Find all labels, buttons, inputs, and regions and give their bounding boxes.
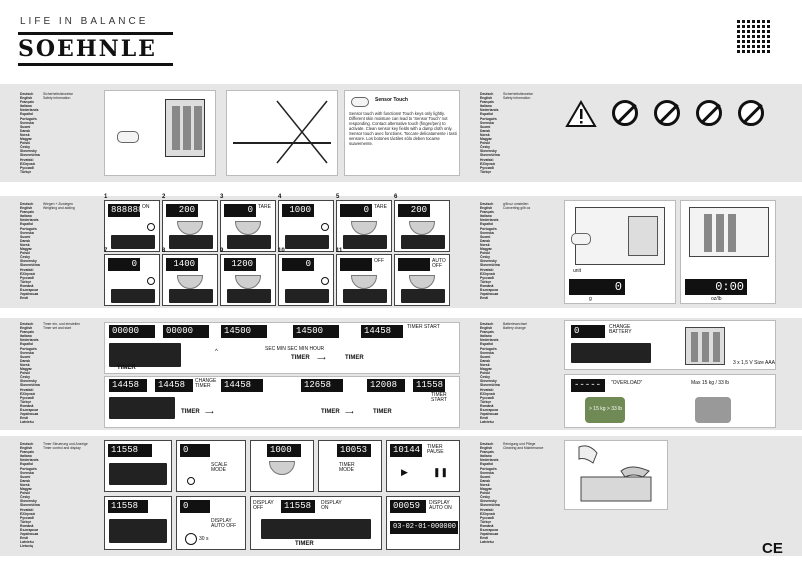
step-number: 1 — [104, 194, 108, 200]
timer-lcd-2: 00000 — [163, 325, 209, 338]
scale-icon — [111, 235, 155, 249]
timer-label-1: TIMER — [117, 365, 136, 371]
scale-icon — [169, 235, 213, 249]
timer4-lcd-3: 11558 — [281, 500, 315, 513]
timer4-frame-2 — [176, 496, 246, 550]
display-on-label: DISPLAY ON — [321, 500, 342, 511]
timer-lcd-3: 14500 — [221, 325, 267, 338]
overload-label: "OVERLOAD" — [611, 380, 643, 386]
timer3-frame-4 — [318, 440, 382, 492]
change-battery-label: CHANGE BATTERY — [609, 324, 632, 335]
up-arrow-icon: ^ — [215, 349, 218, 355]
scale-icon — [285, 289, 329, 303]
bowl-icon — [269, 461, 295, 475]
tare-button-icon — [321, 277, 329, 285]
timer2-lcd-2: 14458 — [155, 379, 193, 392]
hand-icon — [117, 131, 139, 143]
step-label: AUTO OFF — [432, 258, 446, 269]
step-lcd: 200 — [166, 204, 198, 217]
step-lcd: 0 — [108, 258, 140, 271]
timer-pause-label: TIMER PAUSE — [427, 444, 444, 455]
timer4-frame-4 — [386, 496, 460, 550]
scale-icon — [109, 463, 167, 485]
timer4-label: TIMER — [295, 541, 314, 547]
display-auto-on-label: DISPLAY AUTO ON — [429, 500, 452, 511]
cleaning-cloth-icon — [565, 441, 667, 509]
scale-icon — [261, 519, 371, 539]
weigh-step-7 — [104, 248, 160, 306]
timer4-frame-3 — [250, 496, 382, 550]
step-lcd: 1200 — [224, 258, 256, 271]
timer-lcd-4: 14500 — [293, 325, 339, 338]
timer2-lcd-1: 14458 — [109, 379, 147, 392]
step-lcd: 0 — [282, 258, 314, 271]
step-lcd: 200 — [398, 204, 430, 217]
bowl-icon — [409, 221, 435, 235]
bowl-icon — [409, 275, 435, 289]
step-label: ON — [142, 204, 150, 210]
step-number: 5 — [336, 194, 340, 200]
weigh-step-1 — [104, 194, 160, 252]
unit-label-g: g — [589, 296, 592, 302]
weigh-step-5 — [336, 194, 392, 252]
right-arrow-icon: ⟶ — [205, 410, 214, 416]
unit-button-label: unit — [573, 268, 582, 274]
units-lboz-panel — [680, 200, 776, 304]
step-number: 7 — [104, 248, 108, 254]
step-lcd — [398, 258, 430, 271]
unit-lcd-lboz: 0:00 — [685, 279, 747, 295]
weigh-step-4 — [278, 194, 334, 252]
step-number: 6 — [394, 194, 398, 200]
sensor-touch-text: Sensor touch with functions! Touch keys only lightly. Different skin moisture can lead to 'Sensor Touch' not responding. Contact alternative touch (finger/pen) to activate. Clean sensor key fields with a damp cloth only. Sensor touch avec fonctions. Toccare delicatamente i tasti sensore. Los botones táctiles sólo deben tocarse suavemente. — [349, 111, 457, 146]
step-label: TARE — [258, 204, 271, 210]
sensor-touch-panel — [344, 90, 460, 176]
step-number: 11 — [336, 248, 343, 254]
tare-button-icon — [147, 223, 155, 231]
step-lcd: 1400 — [166, 258, 198, 271]
scale-mode-label: SCALE MODE — [211, 462, 228, 473]
brand-tagline: LIFE IN BALANCE — [20, 16, 149, 27]
weigh-step-6 — [394, 194, 450, 252]
timer3-frame-1 — [104, 440, 172, 492]
step-number: 3 — [220, 194, 224, 200]
timer2-label-1: TIMER — [181, 409, 200, 415]
scale-icon — [401, 289, 445, 303]
timer3-frame-2 — [176, 440, 246, 492]
battery-change-panel — [564, 320, 776, 370]
timer-change-panel — [104, 376, 460, 428]
step-lcd: 0 — [340, 204, 372, 217]
pause-icon: ❚❚ — [433, 467, 449, 477]
logo-rule-bottom — [18, 63, 173, 66]
step-lcd: 1000 — [282, 204, 314, 217]
no-shower-icon — [696, 100, 722, 126]
units-switch-panel — [564, 200, 676, 304]
safety-language-list: Deutsch Sicherheitshinweise English Safety information Français Italiano Nederlands Español Português Svenska Suomi Dansk Norsk Magyar Polski Česky Slovensky Slovenščina Hrvatski Ελληνικά Русский Türkçe — [20, 92, 73, 174]
no-rinse-icon — [654, 100, 680, 126]
warning-icon — [566, 100, 596, 128]
timer-label-2: TIMER — [291, 355, 310, 361]
timer-set-panel — [104, 322, 460, 374]
overload-lcd: ----- — [571, 379, 605, 392]
timer-control-language-list: Deutsch Timer Steuerung und Anzeige English Timer control and display Français Italiano Nederlands Español Português Svenska Suomi Dansk Norsk Magyar Polski Česky Slovensky Slovenščina Hrvatski Ελληνικά Русский Türkçe Română Български Українська Eesti Latviešu Lietuvių — [20, 442, 88, 549]
battery-tray-icon — [689, 207, 769, 257]
scale-icon — [169, 289, 213, 303]
timer2-lcd-5: 12008 — [367, 379, 405, 392]
scale-icon — [401, 235, 445, 249]
timer-start-language-list: Deutsch Timer ein- und einstellen English Timer set and start Français Italiano Nederlands Español Português Svenska Suomi Dansk Norsk Magyar Polski Česky Slovensky Slovenščina Hrvatski Ελληνικά Русский Türkçe Română Български Українська Eesti Latviešu — [20, 322, 81, 425]
battery-compartment-icon — [685, 327, 725, 365]
weigh-step-2 — [162, 194, 218, 252]
timer3-lcd-2: 0 — [180, 444, 210, 457]
timer-mode-label: TIMER MODE — [339, 462, 355, 473]
sensor-touch-title: Sensor Touch — [375, 97, 408, 103]
timer3-lcd-1: 11558 — [108, 444, 152, 457]
display-auto-off-label: DISPLAY AUTO OFF — [211, 518, 237, 529]
weigh-step-9 — [220, 248, 276, 306]
timer2-lcd-4: 12658 — [301, 379, 343, 392]
timer-clock-icon — [185, 533, 197, 545]
step-label: OFF — [374, 258, 384, 264]
timer4-lcd-2: 0 — [180, 500, 210, 513]
play-icon: ▶ — [401, 467, 408, 477]
display-off-label: DISPLAY OFF — [253, 500, 274, 511]
flat-surface-icon — [227, 91, 337, 175]
hand-icon — [571, 233, 591, 245]
step-lcd — [340, 258, 372, 271]
scale-icon — [227, 289, 271, 303]
battery-lcd: 0 — [571, 325, 605, 338]
scale-icon — [571, 343, 651, 363]
timer2-label-3: TIMER — [373, 409, 392, 415]
timer4-frame-1 — [104, 496, 172, 550]
no-dishwasher-icon — [738, 100, 764, 126]
bowl-icon — [177, 275, 203, 289]
timer-lcd-1: 00000 — [109, 325, 155, 338]
battery-insert-panel — [104, 90, 216, 176]
qr-code-icon — [735, 18, 771, 54]
timer-start-label: TIMER START — [407, 324, 440, 330]
timer3-frame-5 — [386, 440, 460, 492]
scale-icon — [111, 289, 155, 303]
right-arrow-icon: ⟶ — [317, 356, 326, 362]
scale-icon — [343, 235, 387, 249]
battery-spec-label: 3 x 1,5 V Size AAA — [733, 360, 775, 366]
step-number: 2 — [162, 194, 166, 200]
ce-mark: CE — [762, 540, 783, 557]
weigh-step-11 — [336, 248, 392, 306]
bowl-icon — [235, 221, 261, 235]
cleaning-panel — [564, 440, 668, 510]
cleaning-language-list: Deutsch Reinigung und Pflege English Cleaning and Maintenance Français Italiano Nederlands Español Português Svenska Suomi Dansk Norsk Magyar Polski Česky Slovensky Slovenščina Hrvatski Ελληνικά Русский Türkçe Română Български Українська Eesti Latviešu — [480, 442, 544, 545]
tare-button-icon — [147, 277, 155, 285]
max-load-label: Max 15 kg / 33 lb — [691, 380, 730, 386]
timer4-lcd-4: 00059 — [390, 500, 426, 513]
bowl-icon — [351, 221, 377, 235]
timer4-lcd-5: 03-02-01-000000 — [390, 521, 458, 534]
timer3-lcd-5: 10144 — [390, 444, 422, 457]
weigh-step-12 — [394, 254, 450, 306]
timer-label-3: TIMER — [345, 355, 364, 361]
bowl-icon — [235, 275, 261, 289]
scale-icon — [109, 519, 167, 543]
right-arrow-icon: ⟶ — [345, 410, 354, 416]
step-number: 10 — [278, 248, 285, 254]
scale-icon — [343, 289, 387, 303]
battery-compartment-icon — [165, 99, 205, 157]
max-load-short-label: > 15 kg > 33 lb — [589, 406, 623, 412]
scale-icon — [285, 235, 329, 249]
timer-lcd-5: 14458 — [361, 325, 403, 338]
weight-icon-2 — [695, 397, 731, 423]
timer2-label-2: TIMER — [321, 409, 340, 415]
timer2-start-label: TIMER START — [431, 392, 447, 403]
flat-surface-panel — [226, 90, 338, 176]
tare-button-icon — [321, 223, 329, 231]
timer3-lcd-4: 10053 — [337, 444, 371, 457]
scale-icon — [109, 397, 175, 419]
step-lcd: 888888 — [108, 204, 140, 217]
logo-rule-top — [18, 32, 173, 35]
power-button-icon — [187, 477, 195, 485]
change-timer-label: CHANGE TIMER — [195, 378, 217, 389]
timer4-lcd-1: 11558 — [108, 500, 148, 513]
step-lcd: 0 — [224, 204, 256, 217]
timer2-lcd-6: 11558 — [413, 379, 445, 392]
unit-label-lboz: oz/lb — [711, 296, 722, 302]
bowl-icon — [177, 221, 203, 235]
safety-language-list-right: Deutsch Sicherheitshinweise English Safety information Français Italiano Nederlands Español Português Svenska Suomi Dansk Norsk Magyar Polski Česky Slovensky Slovenščina Hrvatski Ελληνικά Русский Türkçe — [480, 92, 533, 174]
unit-lcd-g: 0 — [569, 279, 625, 295]
no-outdoor-icon — [612, 100, 638, 126]
overload-panel — [564, 374, 776, 428]
step-number: 4 — [278, 194, 282, 200]
units-language-list: Deutsch g/lb:oz umstellen English Converting g/lb:oz Français Italiano Nederlands Español Português Svenska Suomi Dansk Norsk Magyar Polski Česky Slovensky Slovenščina Hrvatski Ελληνικά Русский Türkçe Română Български Українська Eesti — [480, 202, 531, 301]
step-number: 8 — [162, 248, 166, 254]
timer-unit-caption: SEC MIN SEC MIN HOUR — [265, 346, 325, 352]
weighing-language-list: Deutsch Wiegen + Zuwiegen English Weighing and adding Français Italiano Nederlands Español Português Svenska Suomi Dansk Norsk Magyar Polski Česky Slovensky Slovenščina Hrvatski Ελληνικά Русский Türkçe Română Български Українська Eesti — [20, 202, 75, 301]
timer2-lcd-3: 14458 — [221, 379, 263, 392]
step-label: TARE — [374, 204, 387, 210]
timer3-lcd-3: 1000 — [267, 444, 301, 457]
timer3-frame-3 — [250, 440, 314, 492]
step-number: 9 — [220, 248, 224, 254]
scale-icon — [227, 235, 271, 249]
weigh-step-3 — [220, 194, 276, 252]
bowl-icon — [351, 275, 377, 289]
battery-language-list: Deutsch Batteriewechsel English Battery change Français Italiano Nederlands Español Português Svenska Suomi Dansk Norsk Magyar Polski Česky Slovensky Slovenščina Hrvatski Ελληνικά Русский Türkçe Română Български Українська Eesti Latviešu — [480, 322, 527, 425]
seconds-label: 30 s — [199, 536, 209, 542]
weigh-step-8 — [162, 248, 218, 306]
scale-icon — [109, 343, 181, 367]
brand-logo: SOEHNLE — [18, 36, 157, 62]
weigh-step-10 — [278, 248, 334, 306]
finger-icon — [351, 97, 369, 107]
